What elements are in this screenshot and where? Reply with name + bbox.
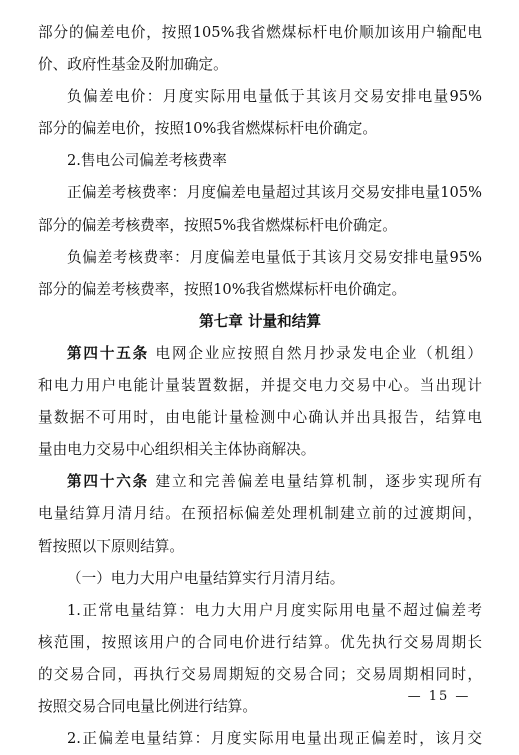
article-46-line-2: 电量结算月清月结。在预招标偏差处理机制建立前的过渡期间，: [38, 505, 482, 523]
section-heading-fee-rate: 2.售电公司偏差考核费率: [67, 152, 227, 170]
item-1-heading: （一）电力大用户电量结算实行月清月结。: [67, 569, 345, 587]
article-45-first-line: [38, 338, 482, 370]
article-46-first-line: [38, 466, 482, 498]
paragraph-line-3: 负偏差电价：月度实际用电量低于其该月交易安排电量95%: [67, 88, 482, 106]
article-45-line-4: 量由电力交易中心组织相关主体协商解决。: [38, 441, 316, 459]
article-46-label: 第四十六条: [67, 473, 150, 491]
article-46-line-3: 暂按照以下原则结算。: [38, 537, 184, 555]
article-46-first-text: 建立和完善偏差电量结算机制，逐步实现所有: [149, 473, 482, 491]
item-1-sub-2-first-line: 2.正偏差电量结算：月度实际用电量出现正偏差时，该月交: [67, 730, 482, 748]
item-1-sub-1-first-line: 1.正常电量结算：电力大用户月度实际用电量不超过偏差考: [67, 601, 482, 619]
document-body: [38, 17, 482, 755]
paragraph-line-4: 部分的偏差电价，按照10%我省燃煤标杆电价确定。: [38, 120, 377, 138]
item-1-sub-1-line-3: 的交易合同，再执行交易周期短的交易合同；交易周期相同时，: [38, 665, 482, 683]
article-45-label: 第四十五条: [67, 344, 150, 362]
paragraph-line-6: 正偏差考核费率：月度偏差电量超过其该月交易安排电量105%: [67, 184, 482, 202]
article-45-line-2: 和电力用户电能计量装置数据，并提交电力交易中心。当出现计: [38, 377, 482, 395]
item-1-sub-1-line-4: 按照交易合同电量比例进行结算。: [38, 697, 257, 715]
article-45-line-3: 量数据不可用时，由电能计量检测中心确认并出具报告，结算电: [38, 409, 482, 427]
paragraph-line-2: 价、政府性基金及附加确定。: [38, 56, 228, 74]
page-number: — 15 —: [407, 689, 471, 704]
paragraph-line-9: 部分的偏差考核费率，按照10%我省燃煤标杆电价确定。: [38, 280, 407, 298]
paragraph-line-8: 负偏差考核费率：月度偏差电量低于其该月交易安排电量95%: [67, 248, 482, 266]
paragraph-line-7: 部分的偏差考核费率，按照5%我省燃煤标杆电价确定。: [38, 216, 397, 234]
item-1-sub-1-line-2: 核范围，按照该用户的合同电价进行结算。优先执行交易周期长: [38, 633, 482, 651]
article-45-first-text: 电网企业应按照自然月抄录发电企业（机组）: [149, 344, 482, 362]
paragraph-line-1: 部分的偏差电价，按照105%我省燃煤标杆电价顺加该用户输配电: [38, 24, 482, 41]
chapter-heading: 第七章 计量和结算: [199, 312, 321, 330]
